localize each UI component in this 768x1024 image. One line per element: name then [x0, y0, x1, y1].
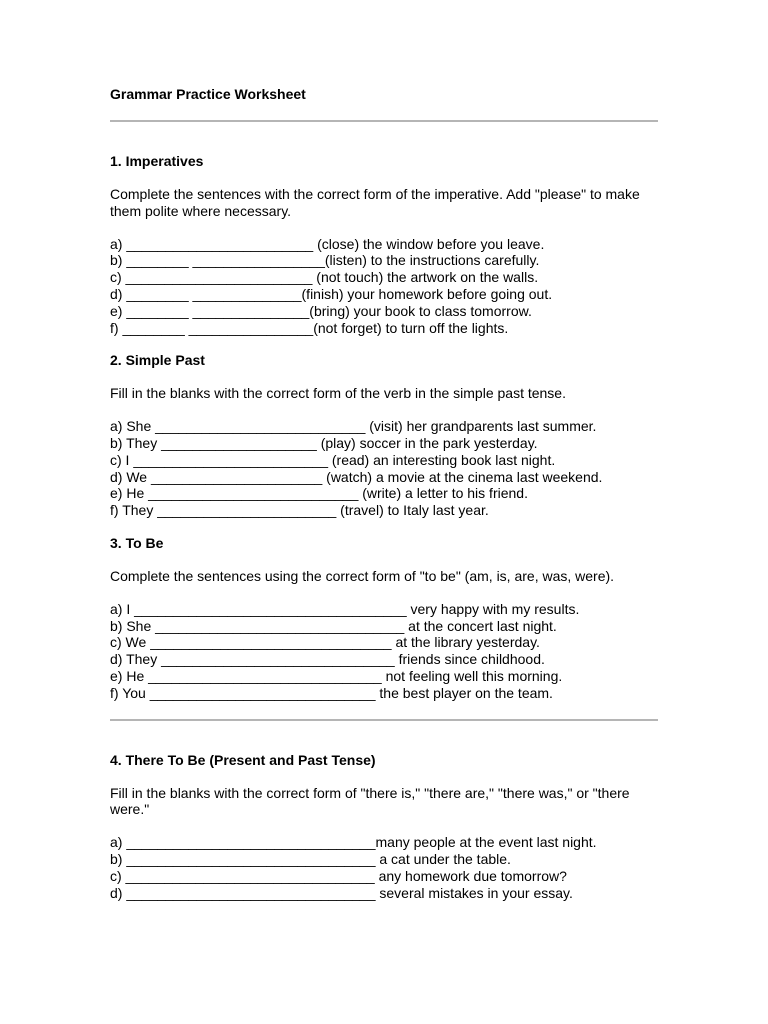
- exercise-item: d) We ______________________ (watch) a movie at the cinema last weekend.: [110, 468, 603, 485]
- exercise-item: b) ________ _________________(listen) to the instructions carefully.: [110, 252, 540, 269]
- exercise-item: f) You _____________________________ the best player on the team.: [110, 684, 553, 701]
- divider-top: [110, 120, 658, 122]
- exercise-list: [110, 601, 658, 702]
- exercise-item: d) ________ ______________(finish) your homework before going out.: [110, 285, 553, 302]
- exercise-item: b) ________________________________ a cat under the table.: [110, 850, 511, 867]
- exercise-item: b) She ________________________________ at the concert last night.: [110, 617, 557, 634]
- exercise-item: d) ________________________________ several mistakes in your essay.: [110, 884, 573, 901]
- section-heading: 4. There To Be (Present and Past Tense): [110, 751, 376, 768]
- worksheet-page: [110, 86, 658, 917]
- exercise-item: a) ________________________ (close) the window before you leave.: [110, 235, 545, 252]
- section-instructions: Complete the sentences with the correct form of the imperative. Add "please" to make them polite where necessary.: [110, 186, 640, 219]
- exercise-item: c) I _________________________ (read) an interesting book last night.: [110, 451, 556, 468]
- section-imperatives: [110, 153, 658, 336]
- section-instructions: Fill in the blanks with the correct form of "there is," "there are," "there was," or "there were.": [110, 784, 630, 818]
- exercise-item: c) ________________________________ any homework due tomorrow?: [110, 867, 567, 884]
- exercise-item: b) They ____________________ (play) soccer in the park yesterday.: [110, 434, 538, 451]
- section-instructions: Fill in the blanks with the correct form of the verb in the simple past tense.: [110, 385, 566, 402]
- exercise-item: a) ________________________________many people at the event last night.: [110, 834, 597, 851]
- exercise-item: f) They _______________________ (travel) to Italy last year.: [110, 502, 489, 519]
- section-to-be: [110, 535, 658, 702]
- exercise-item: e) He ______________________________ not feeling well this morning.: [110, 667, 563, 684]
- exercise-list: [110, 236, 658, 337]
- exercise-item: e) ________ _______________(bring) your book to class tomorrow.: [110, 302, 532, 319]
- divider-middle: [110, 719, 658, 721]
- exercise-item: c) We _______________________________ at the library yesterday.: [110, 634, 540, 651]
- exercise-item: c) ________________________ (not touch) the artwork on the walls.: [110, 269, 539, 286]
- exercise-item: d) They ______________________________ friends since childhood.: [110, 651, 545, 668]
- section-heading: 3. To Be: [110, 534, 164, 551]
- exercise-item: a) I ___________________________________ very happy with my results.: [110, 600, 580, 617]
- exercise-item: f) ________ ________________(not forget) to turn off the lights.: [110, 319, 509, 336]
- section-instructions: Complete the sentences using the correct form of "to be" (am, is, are, was, were).: [110, 567, 615, 584]
- section-there-to-be: [110, 752, 658, 902]
- exercise-list: [110, 834, 658, 901]
- worksheet-title: Grammar Practice Worksheet: [110, 86, 306, 102]
- section-simple-past: [110, 352, 658, 519]
- exercise-item: e) He ___________________________ (write) a letter to his friend.: [110, 485, 528, 502]
- section-heading: 2. Simple Past: [110, 352, 205, 369]
- exercise-item: a) She ___________________________ (visit) her grandparents last summer.: [110, 418, 597, 435]
- section-heading: 1. Imperatives: [110, 153, 204, 169]
- exercise-list: [110, 418, 658, 519]
